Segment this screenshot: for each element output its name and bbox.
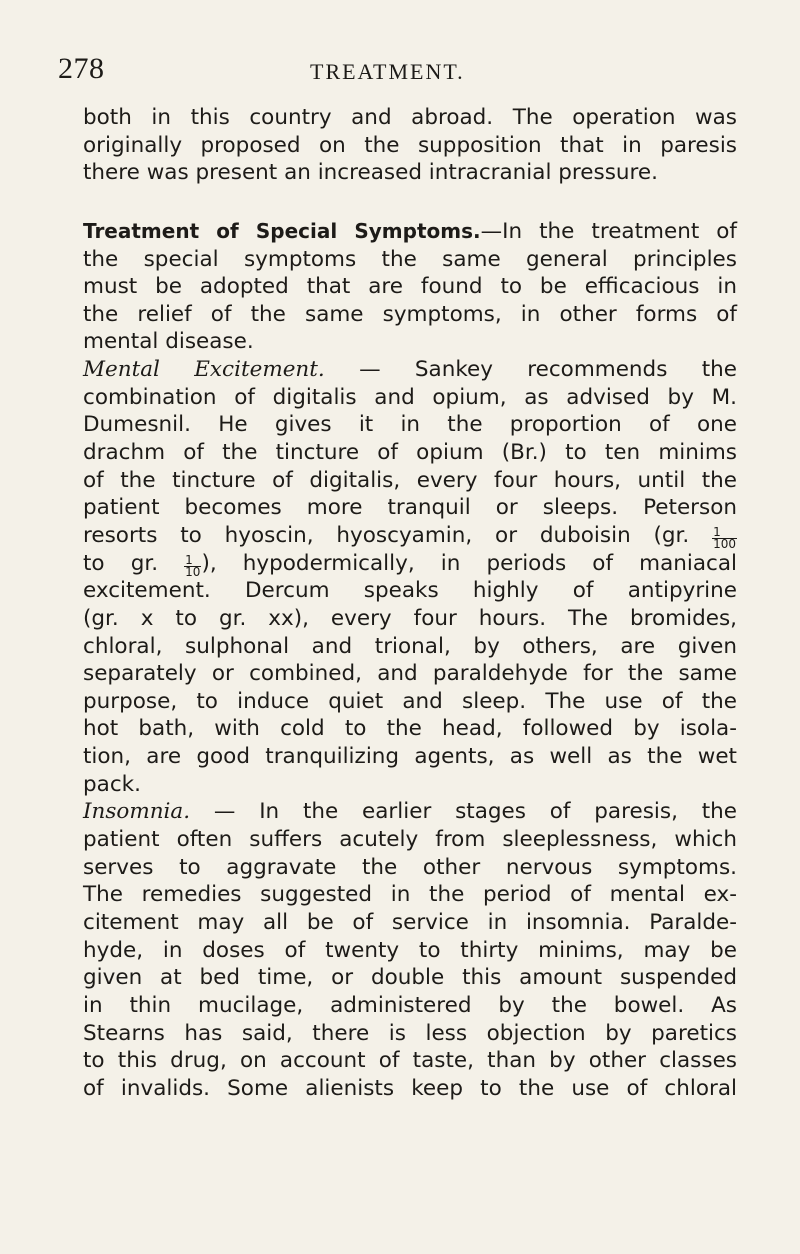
text-line: pack.: [83, 771, 141, 797]
page-number: 278: [58, 52, 105, 85]
section-heading-special-symptoms: Treatment of Special Symptoms.: [83, 218, 481, 243]
subsection-heading-mental-excitement: Mental Excitement.: [83, 357, 325, 383]
text-line: both in this country and abroad. The operation was: [83, 105, 737, 130]
text-line: to gr. $\frac{1}{10}$ ), hypodermically, in periods of maniacal: [83, 550, 737, 579]
text-line: originally proposed on the supposition that in paresis: [83, 132, 737, 158]
text-line: The remedies suggested in the period of mental ex-: [83, 882, 737, 908]
text-line: must be adopted that are found to be efficacious in: [83, 274, 737, 300]
text-line: purpose, to induce quiet and sleep. The use of the: [83, 688, 737, 714]
text-line: hot bath, with cold to the head, followed by isola-: [83, 716, 737, 742]
text-line: (gr. x to gr. xx), every four hours. The bromides,: [83, 605, 737, 631]
paragraph-special-symptoms: [83, 218, 737, 356]
text-line: there was present an increased intracranial pressure.: [83, 160, 658, 186]
text-line: of invalids. Some alienists keep to the use of chloral: [83, 1075, 737, 1101]
text-line: the relief of the same symptoms, in other forms of: [83, 301, 737, 327]
text-line: Insomnia. — In the earlier stages of paresis, the: [83, 799, 737, 825]
text-line: Mental Excitement. — Sankey recommends the: [83, 357, 737, 383]
subsection-heading-insomnia: Insomnia.: [83, 799, 191, 825]
text-line: given at bed time, or double this amount suspended: [83, 965, 737, 991]
paragraph-mental-excitement: [83, 356, 737, 798]
text-line: of the tincture of digitalis, every four hours, until the: [83, 467, 737, 493]
paragraph-insomnia: [83, 798, 737, 1102]
text-line: combination of digitalis and opium, as advised by M.: [83, 384, 737, 410]
text-line: excitement. Dercum speaks highly of antipyrine: [83, 578, 737, 604]
text-line: drachm of the tincture of opium (Br.) to ten minims: [83, 440, 737, 466]
text-line: resorts to hyoscin, hyoscyamin, or duboisin (gr. $\frac{1}{100}$: [83, 522, 736, 551]
page-header: [58, 52, 758, 88]
text-line: citement may all be of service in insomnia. Paralde-: [83, 909, 737, 935]
fraction-one-tenth: $\frac{1}{10}$: [185, 552, 201, 579]
text-line: patient becomes more tranquil or sleeps. Peterson: [83, 495, 737, 521]
text-line: chloral, sulphonal and trional, by others, are given: [83, 633, 737, 659]
text-line: separately or combined, and paraldehyde for the same: [83, 661, 737, 687]
text-line: the special symptoms the same general principles: [83, 246, 737, 272]
paragraph-1: [83, 104, 737, 187]
text-line: to this drug, on account of taste, than by other classes: [83, 1048, 737, 1074]
text-line: in thin mucilage, administered by the bowel. As: [83, 992, 737, 1018]
text-line: tion, are good tranquilizing agents, as well as the wet: [83, 744, 737, 770]
text-line: serves to aggravate the other nervous symptoms.: [83, 854, 737, 880]
fraction-one-hundredth: $\frac{1}{100}$: [713, 524, 736, 551]
running-head: TREATMENT.: [310, 59, 465, 84]
text-line: hyde, in doses of twenty to thirty minims, may be: [83, 937, 737, 963]
text-line: patient often suffers acutely from sleeplessness, which: [83, 827, 737, 853]
text-line: mental disease.: [83, 329, 254, 355]
text-line: Treatment of Special Symptoms.—In the treatment of: [83, 218, 737, 244]
text-line: Dumesnil. He gives it in the proportion of one: [83, 412, 737, 438]
text-line: Stearns has said, there is less objection by paretics: [83, 1020, 737, 1046]
body-text: [83, 104, 737, 1102]
